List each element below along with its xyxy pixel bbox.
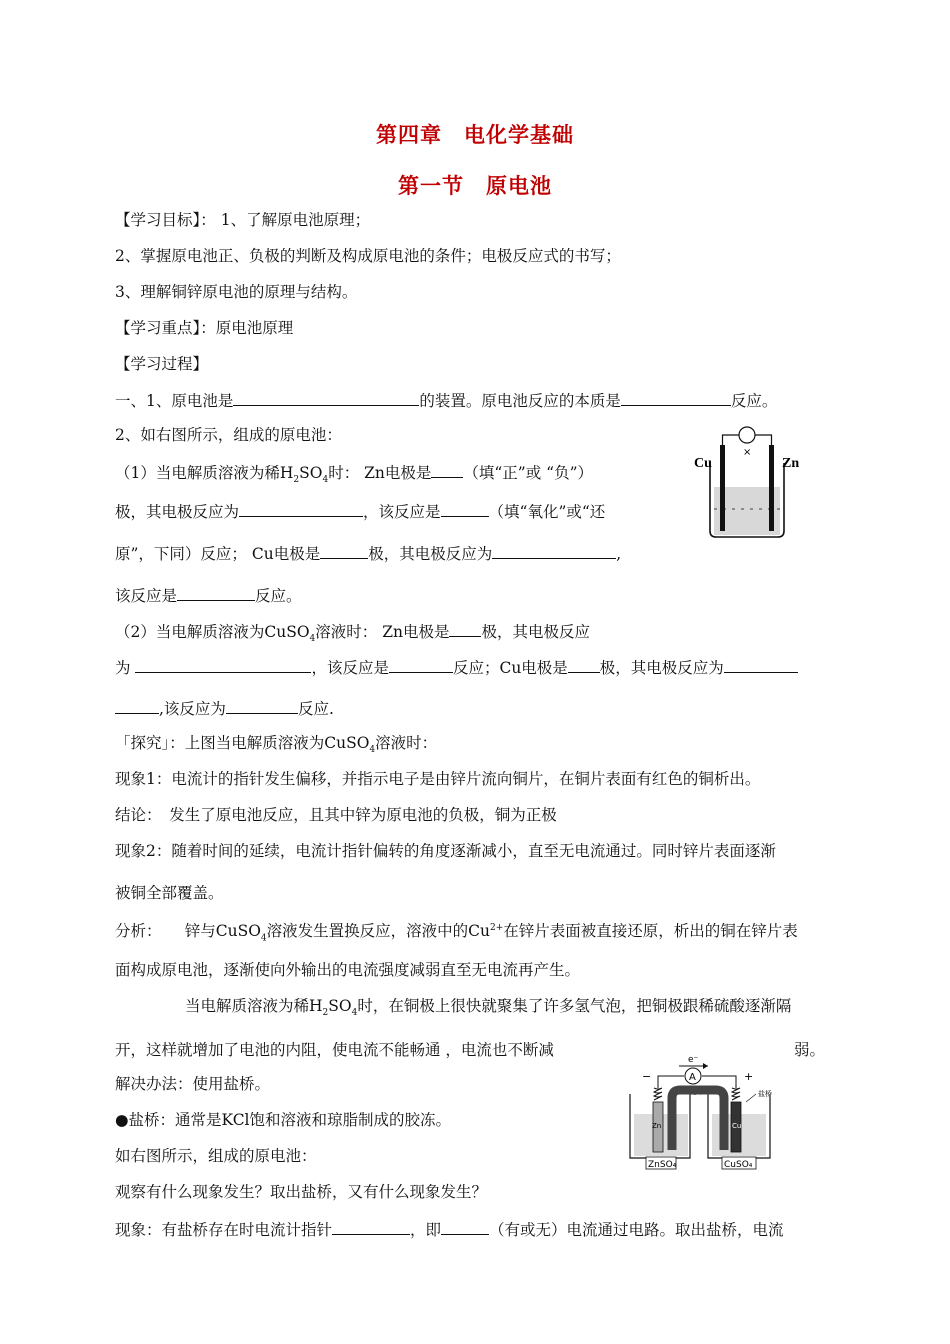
subscript: 2 bbox=[322, 1008, 329, 1019]
analysis bbox=[115, 918, 798, 948]
blank[interactable] bbox=[320, 542, 368, 559]
wire-right bbox=[755, 435, 772, 445]
question-2-2-b bbox=[115, 656, 798, 678]
q21-text-b: SO bbox=[299, 464, 323, 482]
para1-text-a: 当电解质溶液为稀H bbox=[185, 997, 323, 1015]
subscript: 4 bbox=[322, 475, 329, 486]
ammeter-label: A bbox=[689, 1072, 696, 1083]
question-2-1-c bbox=[115, 542, 621, 564]
question-2-2 bbox=[115, 620, 590, 649]
blank[interactable] bbox=[135, 656, 311, 673]
meter-caption: 电流计 bbox=[682, 1088, 703, 1096]
question-1 bbox=[115, 389, 777, 411]
question-2-2-c bbox=[115, 697, 334, 719]
blank[interactable] bbox=[724, 656, 798, 673]
section-title: 第一节 原电池 bbox=[398, 173, 552, 198]
meter-mark: × bbox=[743, 447, 752, 458]
conclusion: 结论： 发生了原电池反应，且其中锌为原电池的负极，铜为正极 bbox=[115, 806, 557, 824]
cu-label: Cu bbox=[694, 456, 712, 471]
galvanometer-icon bbox=[739, 427, 755, 443]
zn-electrode-label: Zn bbox=[652, 1122, 662, 1130]
phenomenon-2-cont: 被铜全部覆盖。 bbox=[115, 884, 224, 902]
spring-right bbox=[732, 1088, 740, 1100]
analysis-text-a: 分析： 锌与CuSO bbox=[115, 922, 261, 941]
blank[interactable] bbox=[389, 656, 453, 673]
superscript: 2+ bbox=[490, 923, 504, 933]
blank[interactable] bbox=[449, 620, 481, 637]
figure-2-intro: 如右图所示，组成的原电池： bbox=[115, 1147, 317, 1165]
q21c-text-a: 原”，下同）反应； Cu电极是 bbox=[115, 545, 321, 563]
paragraph-1 bbox=[115, 996, 791, 1023]
q21d-text-a: 该反应是 bbox=[115, 587, 178, 605]
q22b-text-b: ，该反应是 bbox=[311, 659, 389, 677]
q1-text-c: 反应。 bbox=[730, 392, 778, 410]
salt-bridge-definition: ●盐桥：通常是KCl饱和溶液和琼脂制成的胶冻。 bbox=[115, 1111, 452, 1129]
q21d-text-b: 反应。 bbox=[255, 587, 302, 605]
q1-text-b: 的装置。原电池反应的本质是 bbox=[419, 392, 621, 410]
learning-process-label: 【学习过程】 bbox=[115, 355, 209, 373]
phenomenon-2: 现象2：随着时间的延续，电流计指针偏转的角度逐渐减小，直至无电流通过。同时锌片表面逐渐 bbox=[115, 842, 776, 860]
blank[interactable] bbox=[568, 656, 600, 673]
q22c-text-b: 反应. bbox=[297, 700, 334, 718]
subscript: 4 bbox=[309, 634, 316, 645]
explore-text-a: 「探究」：上图当电解质溶液为CuSO bbox=[115, 734, 370, 752]
solution: 解决办法：使用盐桥。 bbox=[115, 1075, 271, 1093]
last-line bbox=[115, 1218, 784, 1240]
phenomenon-1: 现象1：电流计的指针发生偏移，并指示电子是由锌片流向铜片，在铜片表面有红色的铜析出。 bbox=[115, 770, 761, 788]
blank[interactable] bbox=[177, 584, 255, 601]
q22c-text-a: ,该反应为 bbox=[159, 700, 226, 718]
question-2: 2、如右图所示，组成的原电池： bbox=[115, 426, 342, 444]
arrow-head-icon bbox=[703, 1063, 708, 1069]
q21-text-c: 时： Zn电极是 bbox=[328, 464, 432, 482]
focus-text: 原电池原理 bbox=[215, 319, 294, 337]
goal-3: 3、理解铜锌原电池的原理与结构。 bbox=[115, 283, 358, 301]
galvanic-cell-figure bbox=[694, 425, 806, 543]
q21c-text-c: , bbox=[616, 545, 622, 563]
zn-electrode bbox=[769, 445, 774, 531]
zn-label: Zn bbox=[782, 456, 800, 471]
focus-label: 【学习重点】： bbox=[115, 319, 216, 337]
q21b-text-c: （填“氧化”或“还 bbox=[488, 503, 606, 521]
goals-label: 【学习目标】： bbox=[115, 211, 216, 229]
q1-text-a: 一、1、原电池是 bbox=[115, 392, 234, 410]
spring-left bbox=[654, 1088, 662, 1100]
blank[interactable] bbox=[226, 697, 298, 714]
cu-electrode-label: Cu bbox=[732, 1122, 742, 1130]
para1-text-b: SO bbox=[328, 997, 352, 1015]
blank[interactable] bbox=[441, 1218, 489, 1235]
q21b-text-b: ，该反应是 bbox=[363, 503, 441, 521]
chapter-title: 第四章 电化学基础 bbox=[376, 122, 574, 147]
q22-text-b: 溶液时： Zn电极是 bbox=[315, 623, 450, 641]
paragraph-2-end: 弱。 bbox=[794, 1041, 826, 1059]
wire-left bbox=[723, 435, 740, 445]
blank[interactable] bbox=[233, 389, 419, 406]
subscript: 4 bbox=[260, 933, 267, 944]
explore-heading bbox=[115, 733, 437, 760]
minus-sign: − bbox=[642, 1070, 652, 1083]
explore-text-b: 溶液时： bbox=[375, 734, 438, 752]
salt-bridge-cell-figure bbox=[624, 1054, 780, 1174]
blank[interactable] bbox=[621, 389, 731, 406]
question-2-1 bbox=[115, 461, 593, 490]
blank[interactable] bbox=[431, 461, 463, 478]
blank[interactable] bbox=[332, 1218, 410, 1235]
q21c-text-b: 极，其电极反应为 bbox=[368, 545, 493, 563]
blank[interactable] bbox=[239, 500, 363, 517]
analysis-text-b: 溶液发生置换反应，溶液中的Cu bbox=[266, 922, 490, 941]
q21-text-d: （填“正”或 “负”） bbox=[463, 464, 593, 482]
goal-2: 2、掌握原电池正、负极的判断及构成原电池的条件；电极反应式的书写； bbox=[115, 247, 621, 265]
blank[interactable] bbox=[441, 500, 489, 517]
learning-focus bbox=[115, 318, 293, 338]
question-2-1-b bbox=[115, 500, 605, 522]
q22b-text-c: 反应；Cu电极是 bbox=[452, 659, 568, 677]
bridge-pointer bbox=[746, 1094, 756, 1102]
learning-goals bbox=[115, 210, 370, 230]
subscript: 4 bbox=[369, 745, 376, 756]
paragraph-2: 开，这样就增加了电池的内阻，使电流不能畅通 ，电流也不断减 bbox=[115, 1041, 554, 1059]
q22b-text-d: 极，其电极反应为 bbox=[599, 659, 724, 677]
q21-text-a: （1）当电解质溶液为稀H bbox=[115, 464, 294, 482]
goal-1: 1、了解原电池原理； bbox=[220, 211, 371, 229]
znso4-label: ZnSO₄ bbox=[648, 1160, 677, 1170]
electron-label: e⁻ bbox=[688, 1055, 699, 1065]
question-2-1-d bbox=[115, 584, 302, 606]
q22b-text-a: 为 bbox=[115, 659, 136, 677]
analysis-cont: 面构成原电池，逐渐使向外输出的电流强度减弱直至无电流再产生。 bbox=[115, 961, 581, 979]
last-text-a: 现象：有盐桥存在时电流计指针 bbox=[115, 1221, 333, 1239]
cu-electrode bbox=[720, 445, 725, 531]
subscript: 2 bbox=[293, 475, 300, 486]
blank[interactable] bbox=[115, 697, 159, 714]
q22-text-a: （2）当电解质溶液为CuSO bbox=[115, 623, 310, 641]
subscript: 4 bbox=[351, 1008, 358, 1019]
cuso4-label: CuSO₄ bbox=[724, 1160, 753, 1170]
bridge-label: 盐桥 bbox=[758, 1090, 772, 1098]
q21b-text-a: 极，其电极反应为 bbox=[115, 503, 240, 521]
last-text-b: ，即 bbox=[410, 1221, 442, 1239]
blank[interactable] bbox=[492, 542, 616, 559]
analysis-text-c: 在锌片表面被直接还原，析出的铜在锌片表 bbox=[503, 922, 798, 941]
plus-sign: + bbox=[744, 1070, 754, 1083]
q22-text-c: 极，其电极反应 bbox=[481, 623, 590, 641]
para1-text-c: 时，在铜极上很快就聚集了许多氢气泡，把铜极跟稀硫酸逐渐隔 bbox=[357, 997, 792, 1015]
last-text-c: （有或无）电流通过电路。取出盐桥，电流 bbox=[489, 1221, 784, 1239]
observe-question: 观察有什么现象发生？取出盐桥，又有什么现象发生？ bbox=[115, 1183, 488, 1201]
